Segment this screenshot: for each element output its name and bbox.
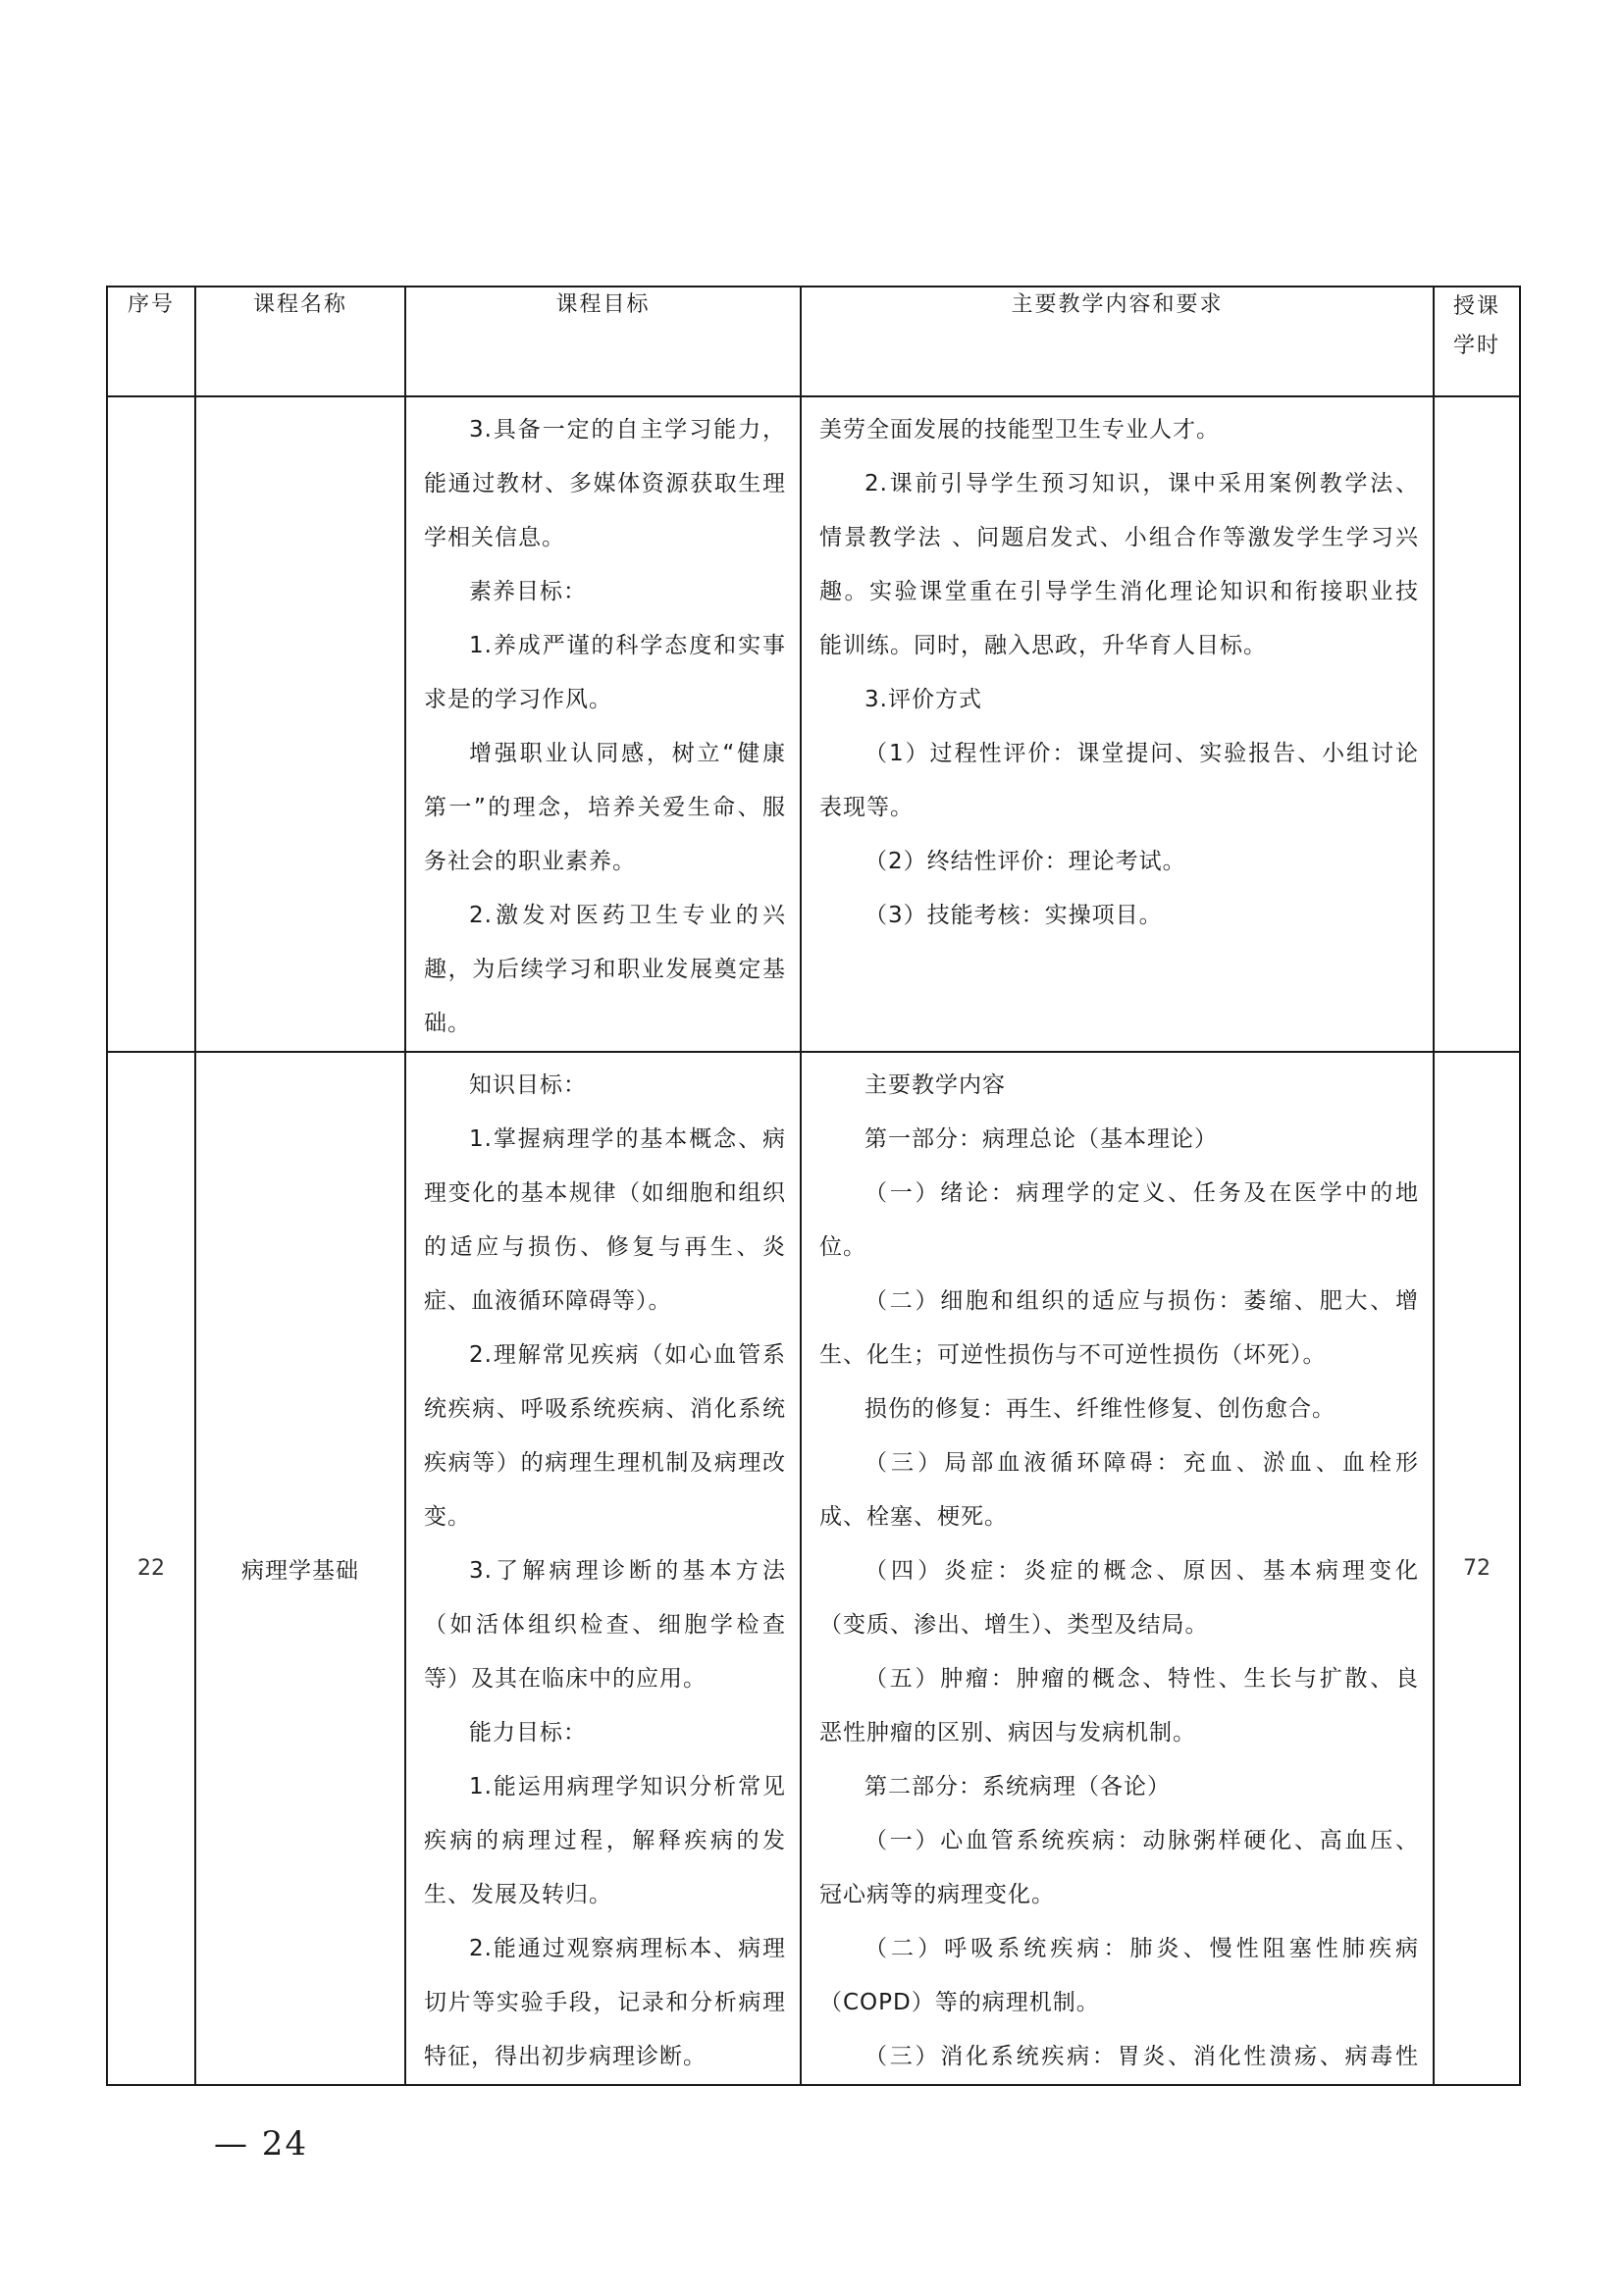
cell-seq-empty [107, 396, 195, 1052]
text-line: 能训练。同时，融入思政，升华育人目标。 [819, 633, 1267, 658]
text-line: 第二部分：系统病理（各论） [864, 1774, 1171, 1799]
cell-goal [405, 1052, 801, 2085]
table-row-continued [107, 396, 1520, 1052]
text-line: 成、栓塞、梗死。 [819, 1504, 1008, 1530]
text-line: 础。 [424, 1011, 471, 1036]
text-line: 第一”的理念，培养关爱生命、服 [424, 795, 786, 820]
text-line: 学相关信息。 [424, 525, 565, 550]
text-line: （一）心血管系统疾病：动脉粥样硬化、高血压、 [864, 1828, 1419, 1853]
cell-name-empty [195, 396, 405, 1052]
text-line: 切片等实验手段，记录和分析病理 [424, 1990, 786, 2015]
cell-course-name: 病理学基础 [195, 1052, 405, 2085]
text-line: 表现等。 [819, 795, 914, 820]
text-line: 损伤的修复：再生、纤维性修复、创伤愈合。 [864, 1396, 1336, 1422]
text-line: 的适应与损伤、修复与再生、炎 [424, 1234, 786, 1260]
text-line: 美劳全面发展的技能型卫生专业人才。 [819, 417, 1220, 443]
cell-content-continued [801, 396, 1434, 1052]
text-line: （二）呼吸系统疾病：肺炎、慢性阻塞性肺疾病 [864, 1936, 1419, 1961]
text-line: 1.掌握病理学的基本概念、病 [469, 1126, 786, 1152]
text-line: 变。 [424, 1504, 471, 1530]
cell-goal-continued [405, 396, 801, 1052]
text-line: 2.理解常见疾病（如心血管系 [469, 1342, 786, 1368]
text-line: （3）技能考核：实操项目。 [864, 903, 1163, 928]
cell-content [801, 1052, 1434, 2085]
text-line: 主要教学内容 [864, 1072, 1006, 1098]
header-hours-line2: 学时 [1452, 334, 1500, 358]
text-line: （三）消化系统疾病：胃炎、消化性溃疡、病毒性 [864, 2044, 1419, 2069]
goal-text [406, 397, 800, 1051]
text-line: 3.评价方式 [864, 687, 982, 712]
page-number: — 24 [214, 2124, 309, 2164]
text-line: 1.能运用病理学知识分析常见 [469, 1774, 786, 1799]
header-hours [1434, 287, 1520, 396]
text-line: 务社会的职业素养。 [424, 849, 636, 874]
text-line: 等）及其在临床中的应用。 [424, 1666, 707, 1692]
text-line: 理变化的基本规律（如细胞和组织 [424, 1180, 786, 1206]
text-line: 增强职业认同感，树立“健康 [469, 741, 786, 766]
text-line: 统疾病、呼吸系统疾病、消化系统 [424, 1396, 786, 1422]
text-line: 冠心病等的病理变化。 [819, 1882, 1055, 1907]
text-line: （如活体组织检查、细胞学检查 [424, 1612, 786, 1638]
text-line: 位。 [819, 1234, 866, 1260]
text-line: （二）细胞和组织的适应与损伤：萎缩、肥大、增 [864, 1288, 1419, 1314]
cell-hours-empty [1434, 396, 1520, 1052]
text-line: 疾病的病理过程，解释疾病的发 [424, 1828, 786, 1853]
text-line: 趣。实验课堂重在引导学生消化理论知识和衔接职业技 [819, 579, 1419, 604]
text-line: 能通过教材、多媒体资源获取生理 [424, 471, 786, 496]
text-line: 求是的学习作风。 [424, 687, 612, 712]
text-line: 1.养成严谨的科学态度和实事 [469, 633, 786, 658]
text-line: （变质、渗出、增生）、类型及结局。 [819, 1612, 1209, 1638]
header-course-name: 课程名称 [195, 287, 405, 396]
text-line: 2.激发对医药卫生专业的兴 [469, 903, 786, 928]
text-line: （四）炎症：炎症的概念、原因、基本病理变化 [864, 1558, 1419, 1584]
table-header-row [107, 287, 1520, 396]
text-line: 知识目标： [469, 1072, 587, 1098]
cell-seq: 22 [107, 1052, 195, 2085]
text-line: （2）终结性评价：理论考试。 [864, 849, 1186, 874]
text-line: 生、发展及转归。 [424, 1882, 612, 1907]
header-content: 主要教学内容和要求 [801, 287, 1434, 396]
header-seq: 序号 [107, 287, 195, 396]
text-line: 第一部分：病理总论（基本理论） [864, 1126, 1218, 1152]
text-line: （1）过程性评价：课堂提问、实验报告、小组讨论 [864, 741, 1419, 766]
text-line: 趣，为后续学习和职业发展奠定基 [424, 957, 786, 982]
text-line: 3.具备一定的自主学习能力， [469, 417, 786, 443]
text-line: （COPD）等的病理机制。 [819, 1990, 1100, 2015]
text-line: 能力目标： [469, 1720, 587, 1746]
text-line: 情景教学法 、问题启发式、小组合作等激发学生学习兴 [819, 525, 1419, 550]
text-line: 生、化生；可逆性损伤与不可逆性损伤（坏死）。 [819, 1342, 1327, 1368]
text-line: （五）肿瘤：肿瘤的概念、特性、生长与扩散、良 [864, 1666, 1419, 1692]
curriculum-table [106, 286, 1521, 2086]
content-text [802, 1053, 1433, 2084]
content-text [802, 397, 1433, 943]
text-line: 症、血液循环障碍等）。 [424, 1288, 672, 1314]
text-line: 恶性肿瘤的区别、病因与发病机制。 [819, 1720, 1196, 1746]
text-line: 特征，得出初步病理诊断。 [424, 2044, 707, 2069]
table-row-22 [107, 1052, 1520, 2085]
text-line: 疾病等）的病理生理机制及病理改 [424, 1450, 786, 1476]
text-line: （三）局部血液循环障碍：充血、淤血、血栓形 [864, 1450, 1419, 1476]
text-line: 2.课前引导学生预习知识，课中采用案例教学法、 [864, 471, 1419, 496]
text-line: 素养目标： [469, 579, 587, 604]
header-course-goal: 课程目标 [405, 287, 801, 396]
cell-hours: 72 [1434, 1052, 1520, 2085]
text-line: 2.能通过观察病理标本、病理 [469, 1936, 786, 1961]
goal-text [406, 1053, 800, 2084]
text-line: （一）绪论：病理学的定义、任务及在医学中的地 [864, 1180, 1419, 1206]
header-hours-line1: 授课 [1452, 294, 1500, 319]
text-line: 3.了解病理诊断的基本方法 [469, 1558, 786, 1584]
